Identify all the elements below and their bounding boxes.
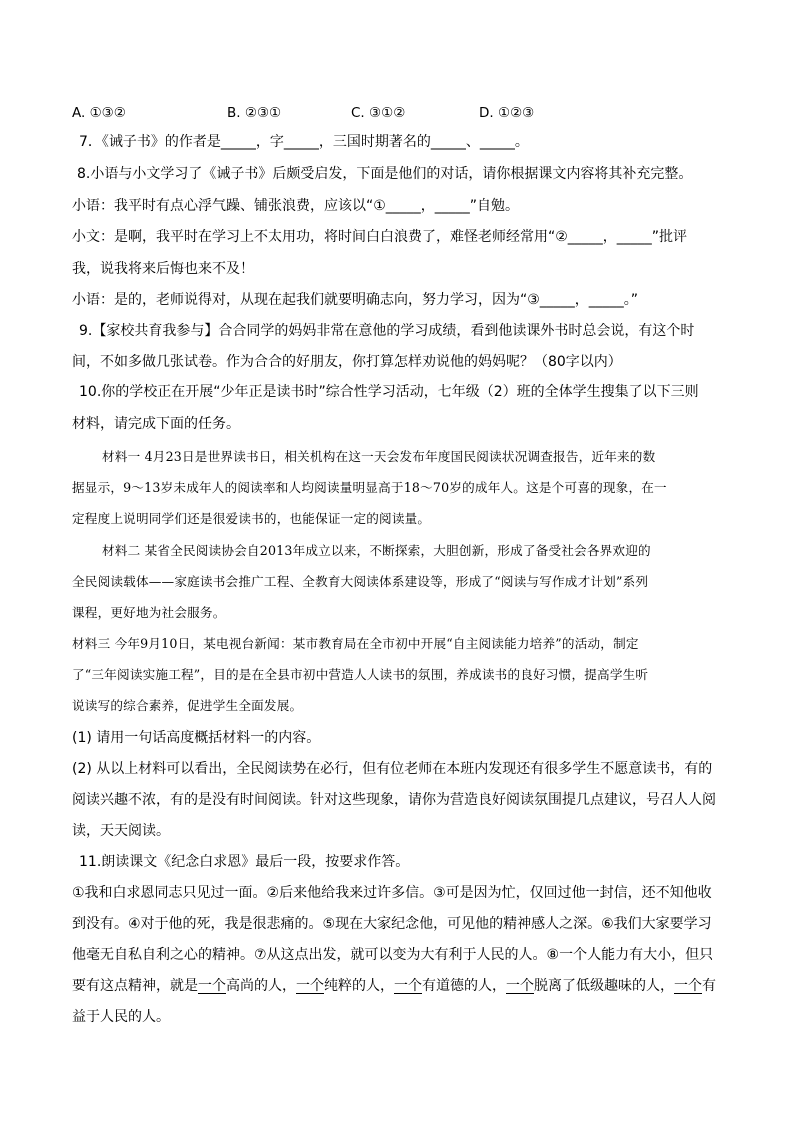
underlined-phrase: 一个 <box>674 978 702 994</box>
question-9-line-2: 间，不如多做几张试卷。作为合合的好朋友，你打算怎样劝说他的妈妈呢？（80字以内） <box>72 354 622 370</box>
question-8-intro: 8.小语与小文学习了《诫子书》后颇受启发，下面是他们的对话，请你根据课文内容将其补充完整。 <box>77 166 693 182</box>
underlined-phrase: 一个 <box>198 978 226 994</box>
sub-question-2-line-1: (2) 从以上材料可以看出，全民阅读势在必行，但有位老师在本班内发现还有很多学生不愿意读书，有的 <box>72 761 713 777</box>
passage-text: 有 <box>702 978 716 994</box>
sub-question-2-line-3: 读，天天阅读。 <box>72 823 170 839</box>
passage-line-1: ①我和白求恩同志只见过一面。②后来他给我来过许多信。③可是因为忙，仅回过他一封信，还不知他收 <box>72 885 712 901</box>
question-11-title: 11.朗读课文《纪念白求恩》最后一段，按要求作答。 <box>79 854 410 870</box>
option-b: B. ②③① <box>227 105 282 121</box>
passage-line-3: 他毫无自私自利之心的精神。⑦从这点出发，就可以变为大有利于人民的人。⑧一个人能力有大小，但只 <box>72 947 714 963</box>
question-7: 7．《诫子书》的作者是_____，字_____，三国时期著名的_____、_____。 <box>79 134 529 150</box>
underlined-phrase: 一个 <box>394 978 422 994</box>
passage-line-4 <box>72 976 716 996</box>
question-9-line-1: 9.【家校共育我参与】合合同学的妈妈非常在意他的学习成绩，看到他读课外书时总会说，有这个时 <box>79 323 695 339</box>
passage-text: 有道德的人， <box>422 978 506 994</box>
material-3-line-2: 了“三年阅读实施工程”，目的是在全县市初中营造人人读书的氛围，养成读书的良好习惯，提高学生听 <box>72 667 649 682</box>
passage-line-5: 益于人民的人。 <box>72 1009 170 1025</box>
dialogue-line-1: 小语：我平时有点心浮气躁、铺张浪费，应该以“①_____，_____”自勉。 <box>72 198 520 214</box>
question-10-line-1: 10.你的学校正在开展“少年正是读书时”综合性学习活动，七年级（2）班的全体学生搜集了以下三则 <box>79 384 699 400</box>
passage-text: 要有这点精神，就是 <box>72 978 198 994</box>
passage-text: 纯粹的人， <box>324 978 394 994</box>
material-2-line-1: 材料二 某省全民阅读协会自2013年成立以来，不断探索，大胆创新，形成了备受社会各界欢迎的 <box>102 543 651 558</box>
option-a: A. ①③② <box>72 105 126 121</box>
material-2-line-2: 全民阅读载体——家庭读书会推广工程、全教育大阅读体系建设等，形成了“阅读与写作成才计划”系列 <box>72 574 649 589</box>
dialogue-line-2-cont: 我，说我将来后悔也来不及！ <box>72 261 254 277</box>
material-1-line-1: 材料一 4月23日是世界读书日，相关机构在这一天会发布年度国民阅读状况调查报告，近年来的数 <box>102 449 656 464</box>
underlined-phrase: 一个 <box>296 978 324 994</box>
option-d: D. ①②③ <box>479 105 535 121</box>
sub-question-2-line-2: 阅读兴趣不浓，有的是没有时间阅读。针对这些现象，请你为营造良好阅读氛围提几点建议，号召人人阅 <box>72 792 716 808</box>
material-1-line-3: 定程度上说明同学们还是很爱读书的，也能保证一定的阅读量。 <box>72 511 431 526</box>
dialogue-line-2: 小文：是啊，我平时在学习上不太用功，将时间白白浪费了，难怪老师经常用“②_____，_____”批评 <box>72 229 688 245</box>
material-1-line-2: 据显示，9～13岁未成年人的阅读率和人均阅读量明显高于18～70岁的成年人。这是个可喜的现象，在一 <box>72 480 667 495</box>
material-3-line-1: 材料三 今年9月10日，某电视台新闻：某市教育局在全市初中开展“自主阅读能力培养”的活动，制定 <box>72 636 639 651</box>
underlined-phrase: 一个 <box>506 978 534 994</box>
passage-line-2: 到没有。④对于他的死，我是很悲痛的。⑤现在大家纪念他，可见他的精神感人之深。⑥我们大家要学习 <box>72 916 712 932</box>
dialogue-line-3: 小语：是的，老师说得对，从现在起我们就要明确志向，努力学习，因为“③_____，_____。” <box>72 292 639 308</box>
question-10-line-2: 材料，请完成下面的任务。 <box>72 416 240 432</box>
material-3-line-3: 说读写的综合素养，促进学生全面发展。 <box>72 698 303 713</box>
passage-text: 高尚的人， <box>226 978 296 994</box>
sub-question-1: (1) 请用一句话高度概括材料一的内容。 <box>72 730 321 746</box>
material-2-line-3: 课程，更好地为社会服务。 <box>72 605 226 620</box>
option-c: C. ③①② <box>351 105 406 121</box>
passage-text: 脱离了低级趣味的人， <box>534 978 674 994</box>
